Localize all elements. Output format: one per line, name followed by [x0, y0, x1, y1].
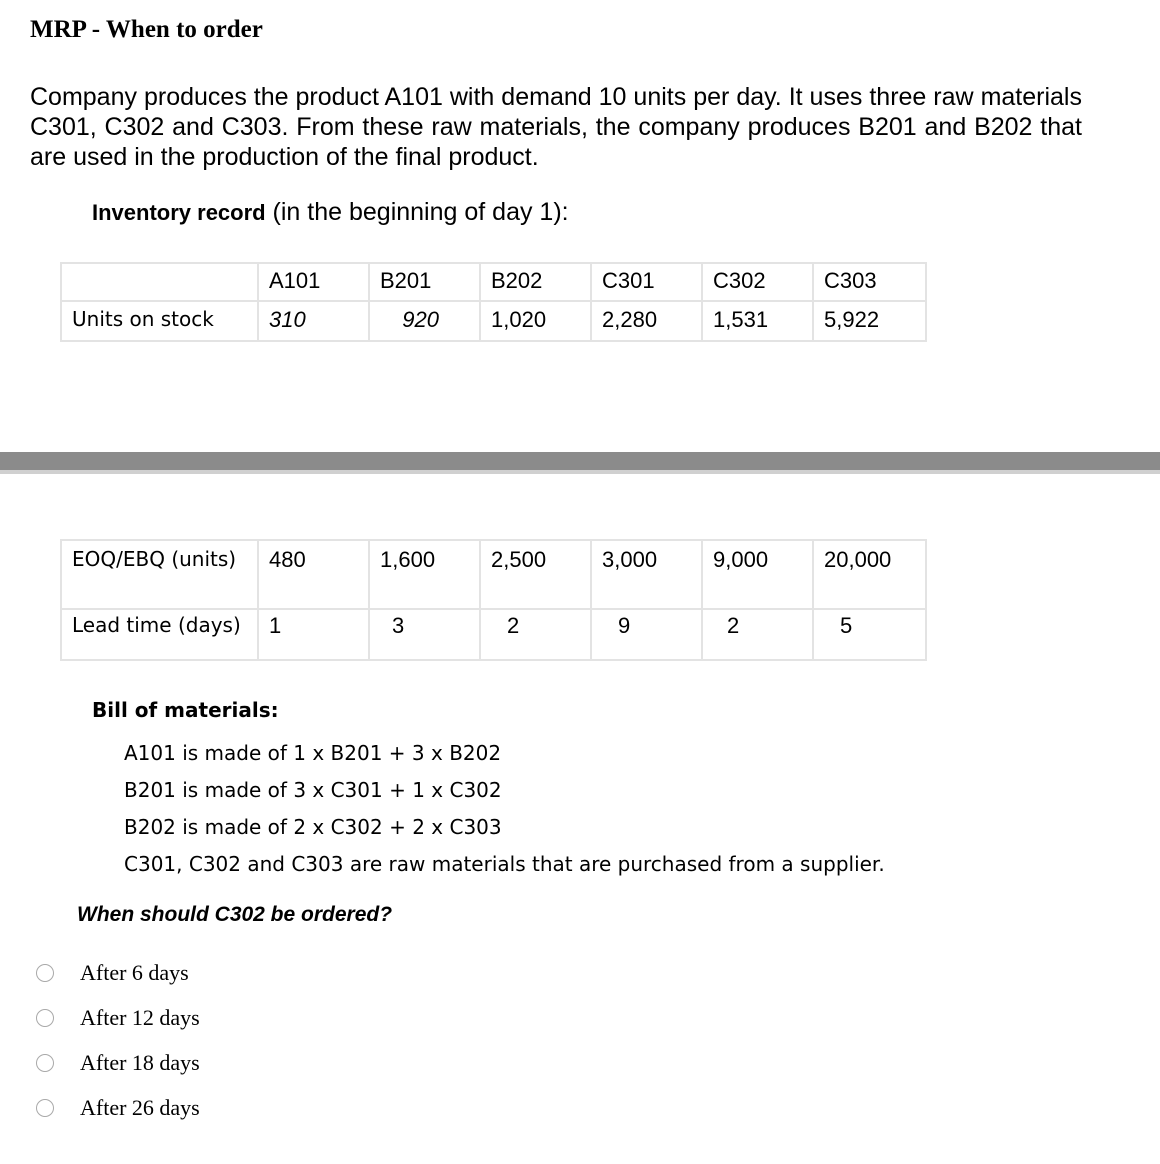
column-header: C301: [591, 263, 702, 301]
eoq-value: 20,000: [813, 540, 926, 609]
bom-heading: Bill of materials:: [92, 698, 279, 722]
lead-time-value: 2: [702, 609, 813, 660]
radio-button-icon[interactable]: [36, 1054, 54, 1072]
section-divider: [0, 452, 1160, 474]
row-label: EOQ/EBQ (units): [61, 540, 258, 609]
lead-time-row: [61, 609, 926, 660]
eoq-value: 480: [258, 540, 369, 609]
lead-time-value: 3: [369, 609, 480, 660]
eoq-value: 3,000: [591, 540, 702, 609]
bom-line: A101 is made of 1 x B201 + 3 x B202: [124, 741, 502, 765]
row-label: Lead time (days): [61, 609, 258, 660]
problem-intro: Company produces the product A101 with demand 10 units per day. It uses three raw materials C301, C302 and C303. From these raw materials, the company produces B201 and B202 that are used in the production of the final product.: [30, 83, 1082, 171]
radio-button-icon[interactable]: [36, 1099, 54, 1117]
column-header: C303: [813, 263, 926, 301]
stock-value: 920: [369, 301, 480, 341]
eoq-value: 2,500: [480, 540, 591, 609]
lead-time-value: 2: [480, 609, 591, 660]
inventory-table: [60, 262, 927, 342]
answer-option-3[interactable]: [36, 1040, 200, 1085]
lead-time-value: 5: [813, 609, 926, 660]
question-text: When should C302 be ordered?: [77, 903, 393, 926]
stock-value: 1,531: [702, 301, 813, 341]
column-header: A101: [258, 263, 369, 301]
bom-list: [124, 735, 885, 883]
lead-time-value: 9: [591, 609, 702, 660]
option-label: After 26 days: [80, 1094, 200, 1120]
stock-value: 310: [258, 301, 369, 341]
eoq-value: 9,000: [702, 540, 813, 609]
inventory-heading: [92, 198, 569, 227]
answer-option-1[interactable]: [36, 950, 200, 995]
lead-time-value: 1: [258, 609, 369, 660]
option-label: After 12 days: [80, 1004, 200, 1030]
inventory-heading-rest: (in the beginning of day 1):: [265, 198, 569, 226]
bom-line: B201 is made of 3 x C301 + 1 x C302: [124, 778, 502, 802]
stock-value: 2,280: [591, 301, 702, 341]
answer-option-4[interactable]: [36, 1085, 200, 1130]
inventory-stock-row: [61, 301, 926, 341]
stock-value: 1,020: [480, 301, 591, 341]
inventory-heading-bold: Inventory record: [92, 200, 266, 225]
inventory-header-row: [61, 263, 926, 301]
column-header: B201: [369, 263, 480, 301]
bom-line: B202 is made of 2 x C302 + 2 x C303: [124, 815, 502, 839]
answer-options: [36, 950, 200, 1130]
answer-option-2[interactable]: [36, 995, 200, 1040]
option-label: After 6 days: [80, 959, 189, 985]
stock-value: 5,922: [813, 301, 926, 341]
option-label: After 18 days: [80, 1049, 200, 1075]
radio-button-icon[interactable]: [36, 964, 54, 982]
row-label: Units on stock: [61, 301, 258, 341]
bom-line: C301, C302 and C303 are raw materials that are purchased from a supplier.: [124, 852, 885, 876]
inventory-corner-cell: [61, 263, 258, 301]
radio-button-icon[interactable]: [36, 1009, 54, 1027]
column-header: C302: [702, 263, 813, 301]
eoq-row: [61, 540, 926, 609]
column-header: B202: [480, 263, 591, 301]
eoq-value: 1,600: [369, 540, 480, 609]
page-title: MRP - When to order: [30, 16, 263, 43]
parameters-table: [60, 539, 927, 661]
